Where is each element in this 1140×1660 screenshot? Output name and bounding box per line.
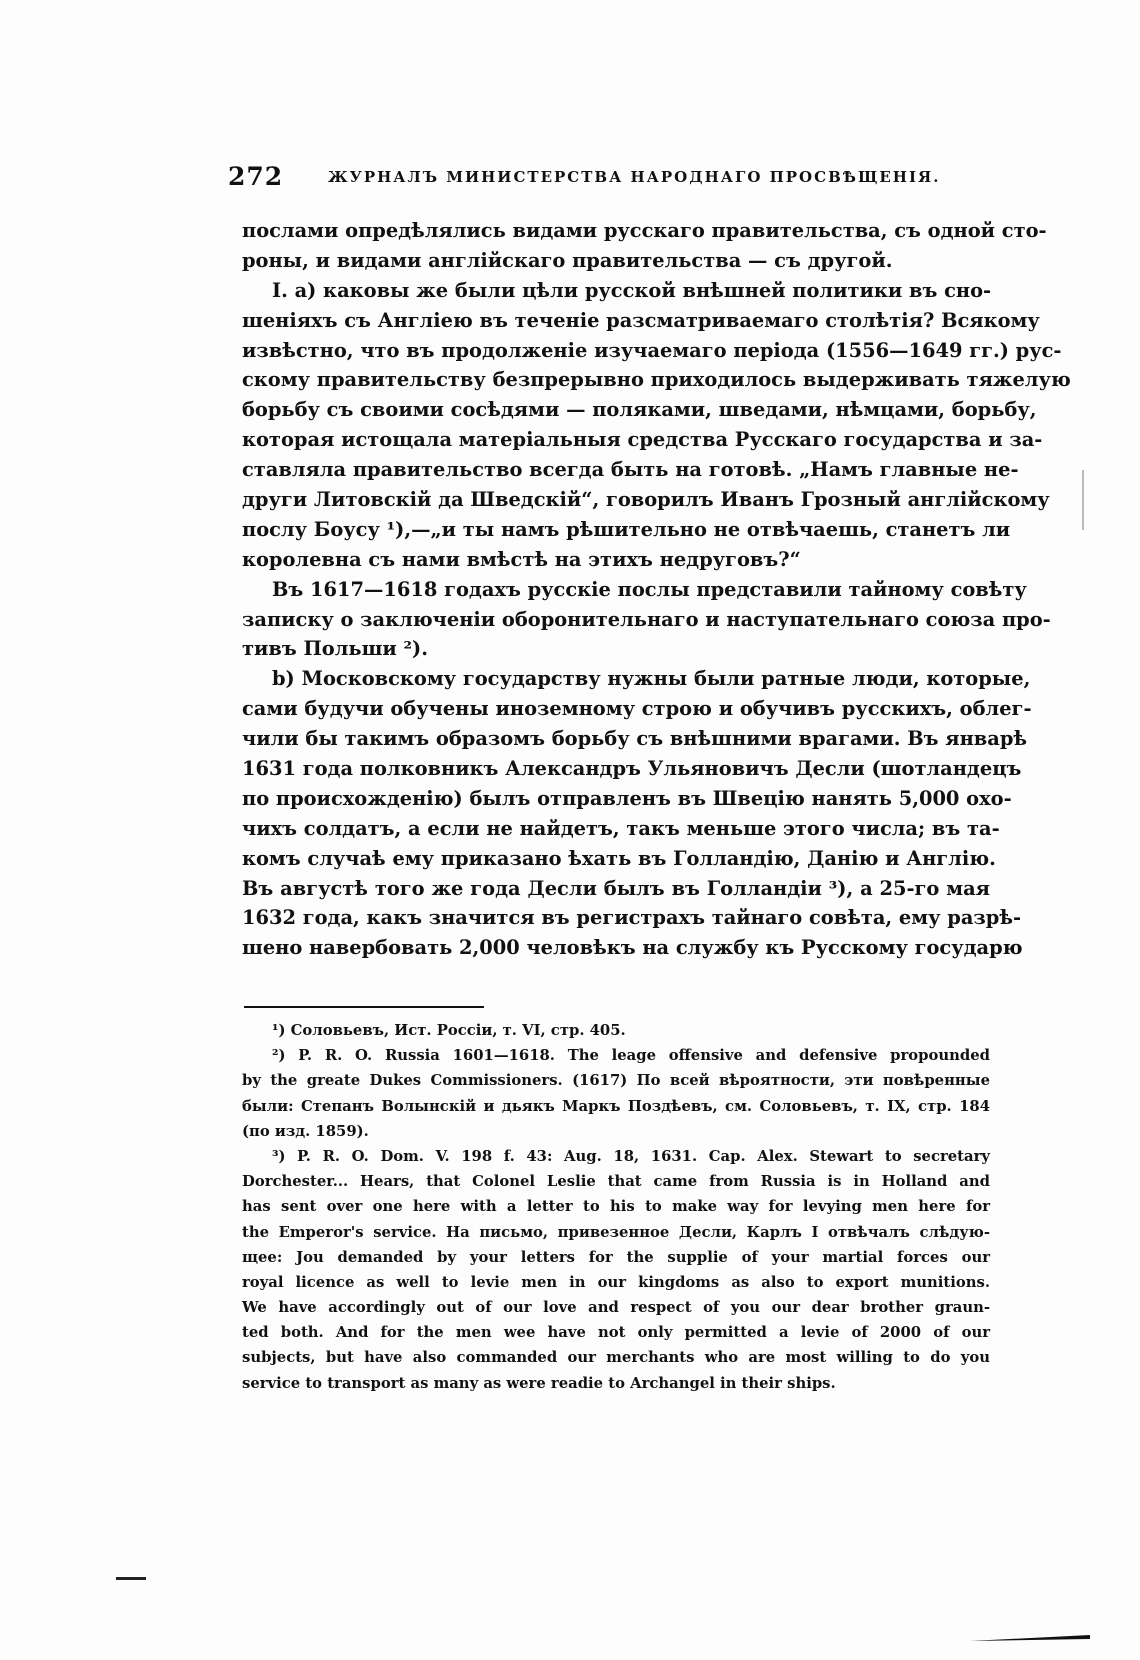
page-header: [228, 162, 988, 198]
text-line: шено навербовать 2,000 человѣкъ на службу къ Русскому государю: [242, 936, 1023, 960]
footnote-line: (по изд. 1859).: [242, 1122, 369, 1140]
main-text: [242, 216, 1071, 963]
text-line: I. a) каковы же были цѣли русской внѣшней политики въ сно-: [272, 278, 992, 302]
text-line: ставляла правительство всегда быть на готовѣ. „Намъ главные не-: [242, 458, 1019, 482]
footnote-line: service to transport as many as were readie to Archangel in their ships.: [242, 1374, 836, 1392]
footnote-line: royal licence as well to levie men in our kingdoms as also to export munitions.: [242, 1273, 990, 1291]
footnote-line: by the greate Dukes Commissioners. (1617) По всей вѣроятности, эти повѣренные: [242, 1072, 990, 1090]
text-line: 1632 года, какъ значится въ регистрахъ тайнаго совѣта, ему разрѣ-: [242, 906, 1022, 930]
text-line: борьбу съ своими сосѣдями — поляками, шведами, нѣмцами, борьбу,: [242, 398, 1037, 422]
footnote-divider: [244, 1006, 484, 1008]
footnote-line: щее: Jou demanded by your letters for the supplie of your martial forces our: [242, 1248, 990, 1266]
text-line: b) Московскому государству нужны были ратные люди, которые,: [272, 667, 1031, 691]
text-line: послу Боусу ¹),—„и ты намъ рѣшительно не отвѣчаешь, станетъ ли: [242, 517, 1011, 541]
footnote-line: the Emperor's service. На письмо, привезенное Десли, Карлъ I отвѣчалъ слѣдую-: [242, 1223, 990, 1241]
page-number: 272: [228, 162, 284, 191]
text-line: чихъ солдатъ, а если не найдетъ, такъ меньше этого числа; въ та-: [242, 816, 1000, 840]
footnote-line: ³) P. R. O. Dom. V. 198 f. 43: Aug. 18, 1631. Cap. Alex. Stewart to secretary: [272, 1147, 990, 1165]
text-line: Въ 1617—1618 годахъ русскіе послы представили тайному совѣту: [272, 577, 1027, 601]
text-line: сами будучи обучены иноземному строю и обучивъ русскихъ, облег-: [242, 697, 1032, 721]
scan-margin-mark: [116, 1577, 146, 1580]
footnote-line: has sent over one here with a letter to his to make way for levying men here for: [242, 1198, 990, 1216]
text-line: роны, и видами англійскаго правительства — съ другой.: [242, 248, 893, 272]
footnote-line: Dorchester... Hears, that Colonel Leslie that came from Russia is in Holland and: [242, 1173, 990, 1191]
text-line: чили бы такимъ образомъ борьбу съ внѣшними врагами. Въ январѣ: [242, 727, 1028, 751]
footnote-line: ted both. And for the men wee have not only permitted a levie of 2000 of our: [242, 1324, 990, 1342]
footnote-line: были: Степанъ Волынскій и дьякъ Маркъ Поздѣевъ, см. Соловьевъ, т. IX, стр. 184: [242, 1097, 990, 1115]
text-line: скому правительству безпрерывно приходилось выдерживать тяжелую: [242, 368, 1071, 392]
text-line: 1631 года полковникъ Александръ Ульяновичъ Десли (шотландецъ: [242, 757, 1022, 781]
text-line: други Литовскій да Шведскій“, говорилъ Иванъ Грозный англійскому: [242, 488, 1050, 512]
scan-corner-mark: [970, 1633, 1090, 1643]
text-line: записку о заключеніи оборонительнаго и наступательнаго союза про-: [242, 607, 1051, 631]
text-line: комъ случаѣ ему приказано ѣхать въ Голландію, Данію и Англію.: [242, 846, 996, 870]
text-line: королевна съ нами вмѣстѣ на этихъ недруговъ?“: [242, 547, 801, 571]
footnote-line: ²) P. R. O. Russia 1601—1618. The leage offensive and defensive propounded: [272, 1047, 990, 1065]
text-line: шеніяхъ съ Англіею въ теченіе разсматриваемаго столѣтія? Всякому: [242, 308, 1040, 332]
scan-edge-mark: [1082, 470, 1084, 530]
text-line: послами опредѣлялись видами русскаго правительства, съ одной сто-: [242, 219, 1047, 242]
text-line: по происхожденію) былъ отправленъ въ Швецію нанять 5,000 охо-: [242, 786, 1012, 810]
text-line: извѣстно, что въ продолженіе изучаемаго періода (1556—1649 гг.) рус-: [242, 338, 1062, 362]
footnote-line: ¹) Соловьевъ, Ист. Россіи, т. VI, стр. 405.: [272, 1022, 626, 1039]
footnote-line: subjects, but have also commanded our merchants who are most willing to do you: [242, 1349, 990, 1367]
footnotes: [242, 1018, 990, 1396]
text-line: которая истощала матеріальныя средства Русскаго государства и за-: [242, 428, 1043, 452]
footnote-line: We have accordingly out of our love and respect of you our dear brother graun-: [242, 1299, 990, 1317]
text-line: тивъ Польши ²).: [242, 637, 428, 661]
text-line: Въ августѣ того же года Десли былъ въ Голландіи ³), а 25-го мая: [242, 876, 990, 900]
running-title: ЖУРНАЛЪ МИНИСТЕРСТВА НАРОДНАГО ПРОСВѢЩЕНІЯ.: [328, 168, 941, 186]
